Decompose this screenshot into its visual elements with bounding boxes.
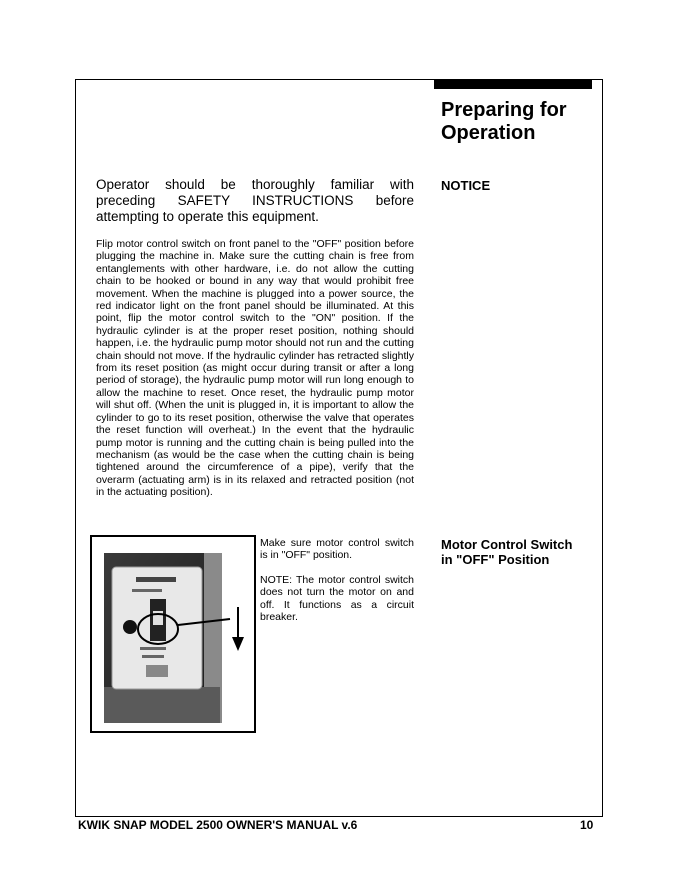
- section-header-bar: [434, 79, 592, 89]
- photo-caption-instruction: Make sure motor control switch is in "OFF" position.: [260, 537, 414, 562]
- motor-control-switch-label: [441, 537, 572, 567]
- motor-control-switch-photo: [90, 535, 256, 733]
- motor-control-switch-label-line1: Motor Control Switch: [441, 537, 573, 552]
- footer-page-number: 10: [580, 818, 594, 832]
- section-title-line1: Preparing for: [441, 99, 567, 121]
- section-title-line2: Operation: [441, 122, 536, 144]
- instructions-paragraph: Flip motor control switch on front panel to the "OFF" position before plugging the machine in. Make sure the cutting chain is free from entanglements with other hardware, i.e. do not allow the cutting chain to be hooked or bound in any way that would prohibit free movement. When the machine is plugged into a power source, the red indicator light on the front panel should be illuminated. At this point, flip the motor control switch to the "ON" position. If the hydraulic cylinder is at the proper reset position, nothing should happen, i.e. the hydraulic pump motor should not run and the cutting chain should not move. If the hydraulic cylinder has retracted slightly from its reset position (as might occur during transit or after a long period of storage), the hydraulic pump motor will run long enough to allow the machine to reset. Once reset, the hydraulic pump motor will shut off. (When the unit is plugged in, it is important to allow the cylinder to go to its reset position, otherwise the valve that operates the reset function will overheat.) In the event that the hydraulic pump motor is running and the cutting chain is being pulled into the mechanism (as would be the case when the cutting chain is being tightened around the circumference of a pipe), verify that the overarm (actuating arm) is in its relaxed and retracted position (not in the actuating position).: [96, 238, 414, 499]
- photo-caption-note: NOTE: The motor control switch does not turn the motor on and off. It functions as a circuit breaker.: [260, 574, 414, 624]
- motor-control-switch-label-line2: in "OFF" Position: [441, 552, 550, 567]
- switch-panel-illustration: [92, 537, 254, 731]
- down-arrow-icon: [232, 637, 244, 651]
- intro-paragraph: Operator should be thoroughly familiar with preceding SAFETY INSTRUCTIONS before attempting to operate this equipment.: [96, 177, 414, 224]
- notice-label: NOTICE: [441, 178, 491, 193]
- section-title: [441, 99, 591, 145]
- footer-manual-title: KWIK SNAP MODEL 2500 OWNER'S MANUAL v.6: [78, 818, 358, 832]
